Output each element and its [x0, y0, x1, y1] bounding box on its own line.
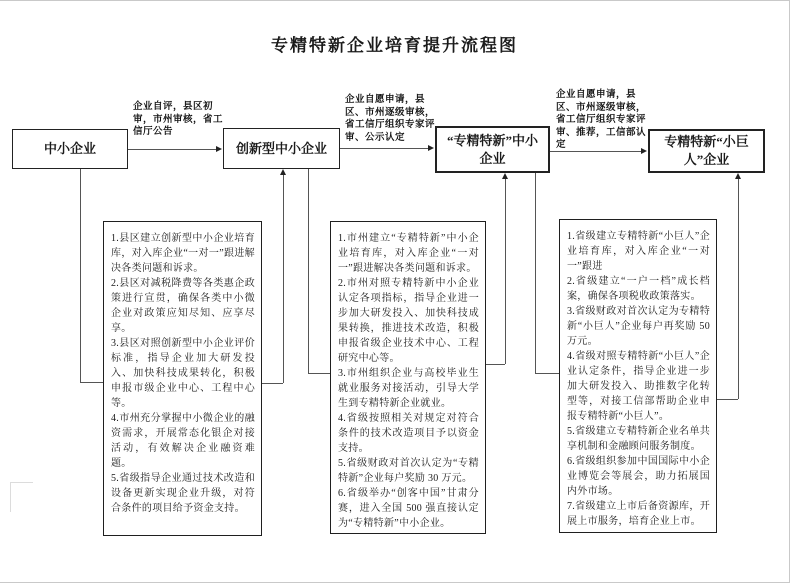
connector-innovative-to-detail2-vline — [308, 169, 309, 373]
stage-box-innovative-sme-label: 创新型中小企业 — [235, 140, 327, 156]
detail-item: 2.省级建立“一户一档”成长档案，确保各项税收政策落实。 — [567, 276, 710, 302]
connector-detail3-to-giant-hline — [717, 399, 738, 400]
page-title: 专精特新企业培育提升流程图 — [271, 36, 518, 55]
connector-zjtx-to-detail3-hline — [535, 373, 560, 374]
scan-artifact-vline — [10, 482, 11, 512]
flow-arrow-2-line — [340, 148, 430, 149]
connector-detail1-to-innovative-hline — [262, 383, 283, 384]
stage-box-little-giant-label: 专精特新“小巨人”企业 — [664, 134, 749, 167]
detail-item: 2.市州对照专精特新中小企业认定各项指标，指导企业进一步加大研发投入、加快科技成果转换，推进技术改造，积极申报省级企业技术中心、工程研究中心等。 — [338, 278, 479, 364]
detail-item: 7.省级建立上市后备资源库，开展上市服务，培育企业上市。 — [567, 501, 710, 527]
detail-item: 1.市州建立“专精特新”中小企业培育库，对入库企业“一对一”跟进解决各类问题和诉求。 — [338, 233, 479, 274]
connector-sme-to-detail1-vline — [80, 169, 81, 382]
transition-label-3: 企业自愿申请，县区、市州逐级审核，省工信厅组织专家评审、推荐，工信部认定 — [556, 90, 647, 151]
detail-item: 4.省级按照相关对规定对符合条件的技术改造项目予以资金支持。 — [338, 413, 479, 454]
transition-label-1: 企业自评，县区初审，市州审核，省工信厅公告 — [133, 102, 224, 138]
detail-box-little-giant-measures — [559, 219, 717, 533]
detail-item: 6.省级举办“创客中国”甘肃分赛，进入全国 500 强直接认定为“专精特新”中小企业。 — [338, 488, 479, 529]
flow-arrow-1-head-icon — [216, 146, 222, 152]
stage-box-innovative-sme — [223, 128, 340, 169]
connector-detail1-to-innovative-vline — [283, 175, 284, 383]
detail-item: 1.县区建立创新型中小企业培育库，对入库企业“一对一”跟进解决各类问题和诉求。 — [111, 233, 255, 274]
flow-arrow-3-line — [550, 151, 643, 152]
connector-detail2-to-zjtx-vline — [505, 179, 506, 364]
flow-arrow-1-line — [128, 149, 219, 150]
connector-detail2-to-zjtx-hline — [486, 364, 505, 365]
transition-label-2: 企业自愿申请，县区、市州逐级审核，省工信厅组织专家评审、公示认定 — [345, 95, 436, 143]
connector-sme-to-detail1-hline — [80, 382, 104, 383]
detail-item: 3.市州组织企业与高校毕业生就业服务对接活动，引导大学生到专精特新企业就业。 — [338, 368, 479, 409]
stage-box-little-giant — [648, 129, 765, 173]
detail-item: 4.省级对照专精特新“小巨人”企业认定条件，指导企业进一步加大研发投入、助推数字化转型等，对接工信部帮助企业申报专精特新“小巨人”。 — [567, 351, 710, 422]
detail-item: 2.县区对减税降费等各类惠企政策进行宣贯，确保各类中小微企业对政策应知尽知、应享尽享。 — [111, 278, 255, 334]
detail-item: 4.市州充分掌握中小微企业的融资需求，开展常态化银企对接活动，有效解决企业融资难题。 — [111, 413, 255, 469]
stage-box-sme — [12, 129, 128, 169]
detail-item: 5.省级指导企业通过技术改造和设备更新实现企业升级，对符合条件的项目给予资金支持。 — [111, 473, 255, 514]
connector-innovative-to-detail2-hline — [308, 373, 331, 374]
stage-box-zjtx-sme-label: “专精特新”中小企业 — [446, 132, 538, 166]
stage-box-zjtx-sme — [435, 126, 550, 173]
detail-item: 1.省级建立专精特新“小巨人”企业培育库，对入库企业“一对一”跟进 — [567, 231, 710, 272]
detail-item: 3.省级财政对首次认定为专精特新“小巨人”企业每户再奖励 50 万元。 — [567, 306, 710, 347]
detail-item: 6.省级组织参加中国国际中小企业博览会等展会，助力拓展国内外市场。 — [567, 456, 710, 497]
flow-arrow-3-head-icon — [641, 148, 647, 154]
connector-detail2-to-zjtx-head-icon — [502, 173, 508, 179]
detail-item: 5.省级建立专精特新企业名单共享机制和金融顾问服务制度。 — [567, 426, 710, 452]
connector-zjtx-to-detail3-vline — [535, 173, 536, 373]
connector-detail3-to-giant-vline — [738, 179, 739, 399]
connector-detail3-to-giant-head-icon — [735, 173, 741, 179]
detail-item: 5.省级财政对首次认定为“专精特新”企业每户奖励 30 万元。 — [338, 458, 479, 484]
detail-box-innovative-measures — [103, 221, 262, 536]
detail-item: 3.县区对照创新型中小企业评价标准，指导企业加大研发投入、加快科技成果转化，积极申报市级企业中心、工程中心等。 — [111, 338, 255, 409]
flow-arrow-2-head-icon — [428, 145, 434, 151]
detail-box-zjtx-measures — [330, 221, 486, 534]
connector-detail1-to-innovative-head-icon — [280, 169, 286, 175]
stage-box-sme-label: 中小企业 — [43, 141, 96, 157]
scan-artifact-hline — [10, 482, 33, 483]
